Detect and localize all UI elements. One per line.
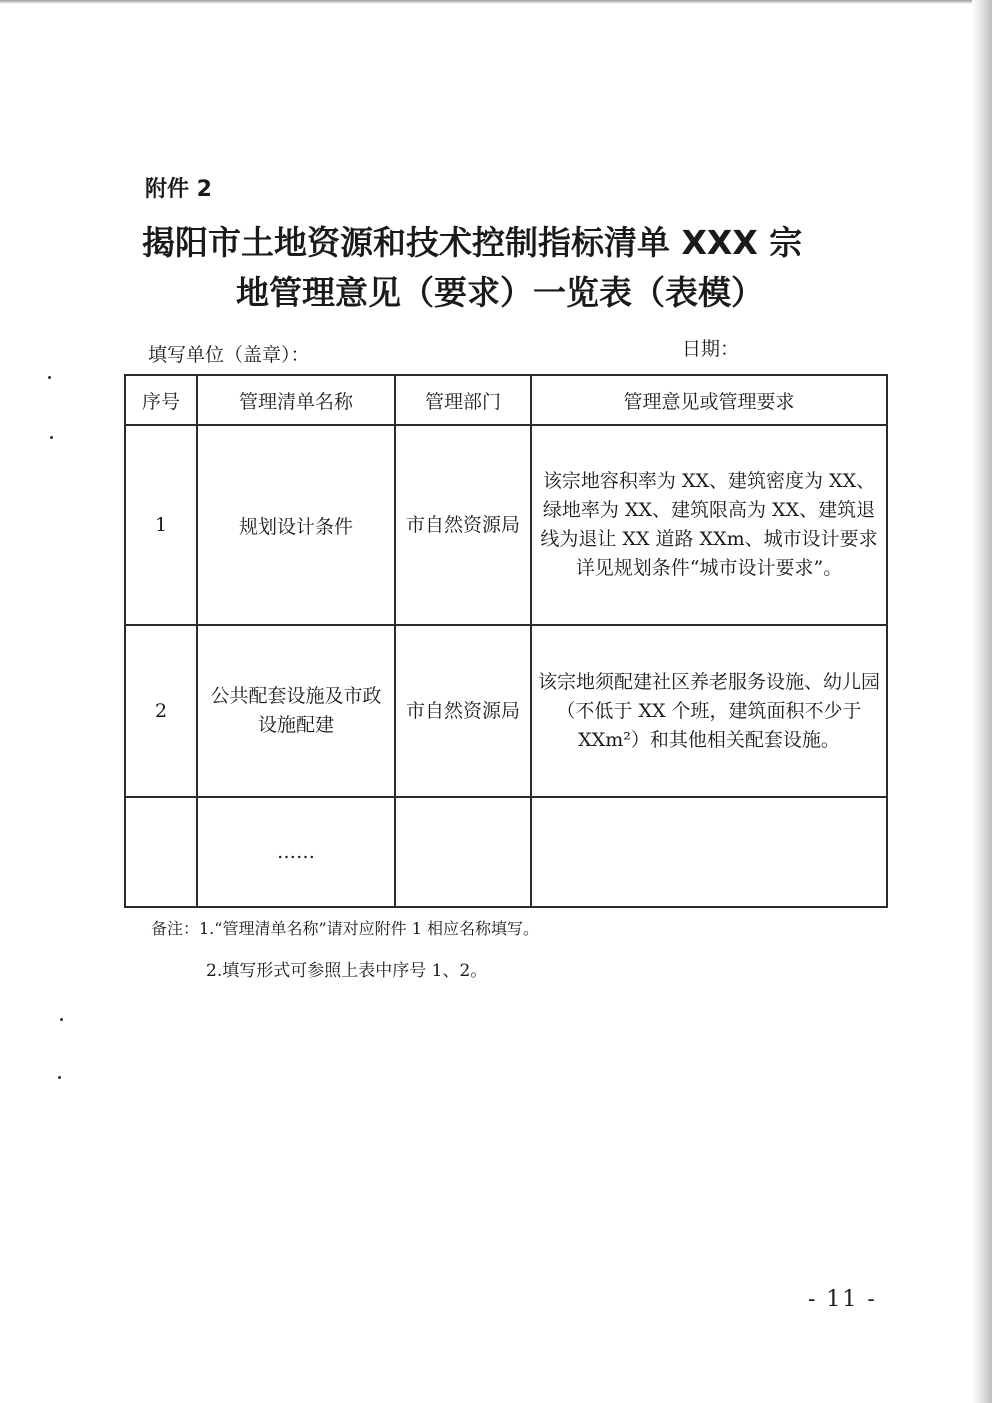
cell-department: 市自然资源局 (395, 425, 531, 625)
scan-speck (48, 376, 51, 379)
cell-serial-no (125, 797, 197, 907)
cell-department: 市自然资源局 (395, 625, 531, 797)
cell-requirement: 该宗地须配建社区养老服务设施、幼儿园（不低于 XX 个班，建筑面积不少于 XXm²）和其他相关配套设施。 (531, 625, 887, 797)
management-opinion-table (124, 374, 888, 908)
date-label: 日期： (682, 338, 740, 360)
fill-unit-label: 填写单位（盖章）： (148, 344, 310, 366)
attachment-label: 附件 2 (145, 177, 212, 202)
header-serial-no: 序号 (125, 375, 197, 425)
title-line-1: 揭阳市土地资源和技术控制指标清单 XXX 宗 (142, 223, 803, 262)
scan-edge-right (972, 0, 992, 1403)
scan-speck (60, 1018, 63, 1021)
table-header-row (125, 375, 887, 425)
cell-list-name: 规划设计条件 (197, 425, 395, 625)
note-2: 2.填写形式可参照上表中序号 1、2。 (206, 961, 488, 981)
page-number: - 11 - (808, 1287, 877, 1312)
table-row (125, 797, 887, 907)
header-department: 管理部门 (395, 375, 531, 425)
note-1: 备注：1.“管理清单名称”请对应附件 1 相应名称填写。 (151, 919, 539, 938)
cell-requirement (531, 797, 887, 907)
scan-speck (58, 1076, 61, 1079)
cell-list-name: …… (197, 797, 395, 907)
cell-department (395, 797, 531, 907)
document-title (120, 218, 880, 318)
table-row (125, 625, 887, 797)
scan-edge-top (0, 0, 992, 4)
cell-list-name: 公共配套设施及市政设施配建 (197, 625, 395, 797)
table-row (125, 425, 887, 625)
cell-requirement: 该宗地容积率为 XX、建筑密度为 XX、绿地率为 XX、建筑限高为 XX、建筑退线为退让 XX 道路 XXm、城市设计要求详见规划条件“城市设计要求”。 (531, 425, 887, 625)
scan-speck (50, 436, 53, 439)
header-requirement: 管理意见或管理要求 (531, 375, 887, 425)
cell-serial-no: 1 (125, 425, 197, 625)
cell-serial-no: 2 (125, 625, 197, 797)
title-line-2: 地管理意见（要求）一览表（表模） (236, 273, 764, 312)
header-list-name: 管理清单名称 (197, 375, 395, 425)
